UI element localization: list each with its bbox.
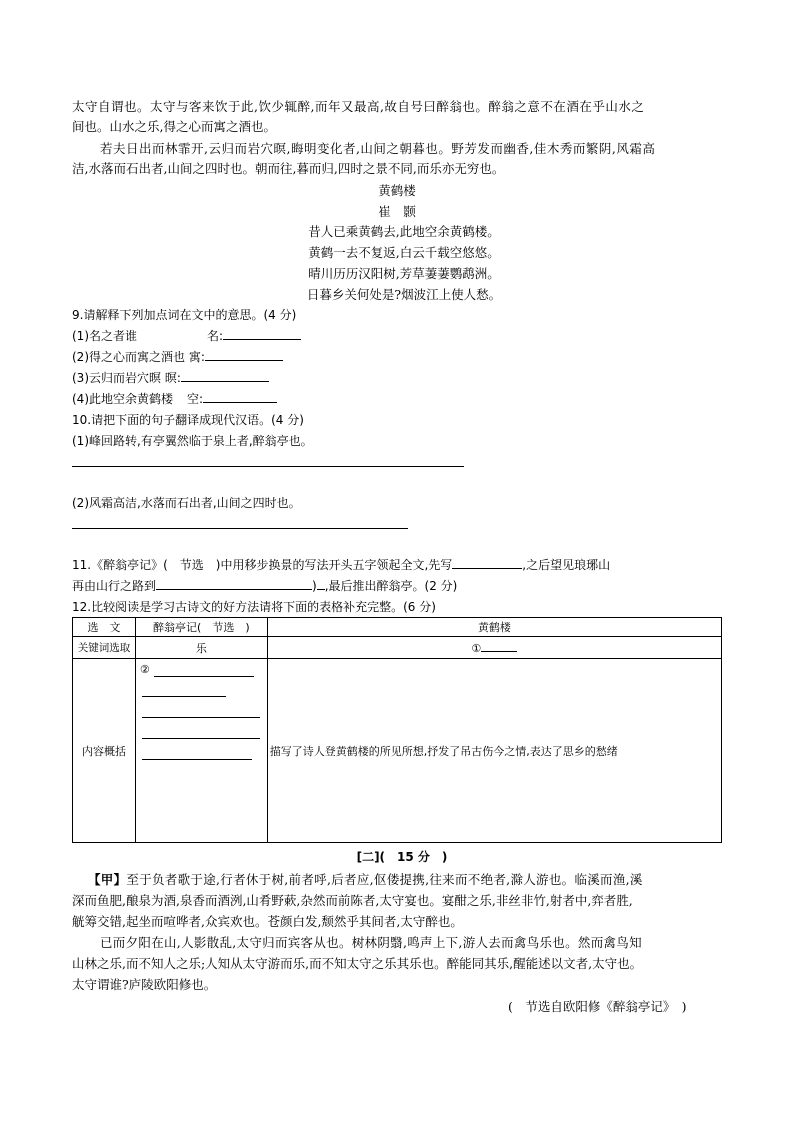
poem-line: 黄鹤一去不复返,白云千载空悠悠。 <box>308 245 500 260</box>
table-cell-blank-1[interactable] <box>267 637 721 659</box>
section2-p2-line1: 已而夕阳在山,人影散乱,太守归而宾客从也。树林阴翳,鸣声上下,游人去而禽鸟乐也。然而禽鸟知 <box>100 935 642 950</box>
blank-marker: ② <box>139 663 150 676</box>
q9-prompt: 9.请解释下列加点词在文中的意思。(4 分) <box>72 308 297 322</box>
table-row-label: 内容概括 <box>73 659 136 843</box>
q12-prompt: 12.比较阅读是学习古诗文的好方法请将下面的表格补充完整。(6 分) <box>72 600 436 614</box>
section2-p1-line1 <box>88 870 643 890</box>
q9-item-label: 空: <box>187 392 204 406</box>
passage1-p1-line2: 间也。山水之乐,得之心而寓之酒也。 <box>72 119 276 134</box>
table-header-cell: 选 文 <box>73 618 136 637</box>
section2-p2-line2: 山林之乐,而不知人之乐;人知从太守游而乐,而不知太守之乐其乐也。醉能同其乐,醒能述以文者,太守也。 <box>72 956 643 971</box>
q10-answer-line-2[interactable] <box>72 528 408 529</box>
q11-text: ) <box>312 579 317 593</box>
q9-answer-blank-1[interactable] <box>223 326 301 340</box>
blank-marker: ① <box>471 641 482 655</box>
q9-item-4 <box>72 389 277 409</box>
q9-item-text: (1)名之者谁 <box>72 329 137 343</box>
jia-tag: 【甲】 <box>88 872 127 887</box>
q9-item-label: 名: <box>207 329 224 343</box>
table-row-label: 关键词选取 <box>73 637 136 659</box>
q10-answer-line-1[interactable] <box>72 466 464 467</box>
q9-answer-blank-3[interactable] <box>181 368 269 382</box>
table-answer-blank-1[interactable] <box>481 641 517 652</box>
q9-item-2 <box>72 347 283 367</box>
passage1-p2-line2: 洁,水落而石出者,山间之四时也。朝而往,暮而归,四时之景不同,而乐亦无穷也。 <box>72 161 505 176</box>
q10-sentence-2: (2)风霜高洁,水落而石出者,山间之四时也。 <box>72 496 301 510</box>
q9-item-text: (3)云归而岩穴暝 <box>72 371 161 385</box>
table-row <box>73 659 722 843</box>
answer-line[interactable] <box>142 759 252 760</box>
passage1-p1-line1: 太守自谓也。太守与客来饮于此,饮少辄醉,而年又最高,故自号曰醉翁也。醉翁之意不在酒在乎山水之 <box>72 99 645 114</box>
poem-line: 日暮乡关何处是?烟波江上使人愁。 <box>306 287 502 302</box>
poem-line: 晴川历历汉阳树,芳草萋萋鹦鹉洲。 <box>308 266 500 281</box>
poem-author: 崔 颢 <box>378 204 416 219</box>
q9-item-text: (4)此地空余黄鹤楼 <box>72 392 173 406</box>
q11-line1 <box>72 555 610 575</box>
section2-p1-line2: 深而鱼肥,酿泉为酒,泉香而酒洌,山肴野蔌,杂然而前陈者,太守宴也。宴酣之乐,非丝非竹,射者中,弈者胜, <box>72 893 633 908</box>
q9-item-1 <box>72 326 301 346</box>
section2-source: ( 节选自欧阳修《醉翁亭记》 ) <box>508 999 687 1014</box>
table-cell: 描写了诗人登黄鹤楼的所见所想,抒发了吊古伤今之情,表达了思乡的愁绪 <box>267 659 721 843</box>
q9-item-3 <box>72 368 269 388</box>
table-row <box>73 637 722 659</box>
q9-answer-blank-4[interactable] <box>203 389 277 403</box>
q11-text: 11.《醉翁亭记》( 节选 )中用移步换景的写法开头五字领起全文,先写 <box>72 558 453 572</box>
q9-item-label: 寓: <box>188 350 205 364</box>
section2-p1-line3: 觥筹交错,起坐而喧哗者,众宾欢也。苍颜白发,颓然乎其间者,太守醉也。 <box>72 914 463 929</box>
q11-text: ,之后望见琅琊山 <box>522 558 611 572</box>
section2-text: 至于负者歌于途,行者休于树,前者呼,后者应,伛偻提携,往来而不绝者,滁人游也。临溪而渔,溪 <box>126 872 643 887</box>
poem-line: 昔人已乘黄鹤去,此地空余黄鹤楼。 <box>308 224 500 239</box>
table-header-cell: 醉翁亭记( 节选 ) <box>135 618 267 637</box>
answer-line[interactable] <box>142 696 226 697</box>
passage1-p2-line1: 若夫日出而林霏开,云归而岩穴暝,晦明变化者,山间之朝暮也。野芳发而幽香,佳木秀而繁阴,风霜高 <box>100 141 656 156</box>
table-cell: 乐 <box>135 637 267 659</box>
q11-blank-3[interactable] <box>317 576 325 590</box>
q11-line2 <box>72 576 457 596</box>
q9-answer-blank-2[interactable] <box>205 347 283 361</box>
q10-sentence-1: (1)峰回路转,有亭翼然临于泉上者,醉翁亭也。 <box>72 434 313 448</box>
q11-text: 再由山行之路到 <box>72 579 157 593</box>
answer-line[interactable] <box>154 676 254 677</box>
answer-line[interactable] <box>142 717 260 718</box>
q9-item-label: 暝: <box>164 371 181 385</box>
table-cell-blank-2[interactable] <box>135 659 267 843</box>
comparison-table <box>72 617 722 843</box>
poem-title: 黄鹤楼 <box>378 183 416 198</box>
section2-p2-line3: 太守谓谁?庐陵欧阳修也。 <box>72 977 217 992</box>
q9-item-text: (2)得之心而寓之酒也 <box>72 350 185 364</box>
table-row <box>73 618 722 637</box>
q11-text: ,最后推出醉翁亭。(2 分) <box>324 579 458 593</box>
q11-blank-1[interactable] <box>452 555 522 569</box>
q10-prompt: 10.请把下面的句子翻译成现代汉语。(4 分) <box>72 413 304 427</box>
table-header-cell: 黄鹤楼 <box>267 618 721 637</box>
q11-blank-2[interactable] <box>156 576 312 590</box>
answer-line[interactable] <box>142 738 260 739</box>
section2-heading: [二]( 15 分 ) <box>356 850 448 864</box>
